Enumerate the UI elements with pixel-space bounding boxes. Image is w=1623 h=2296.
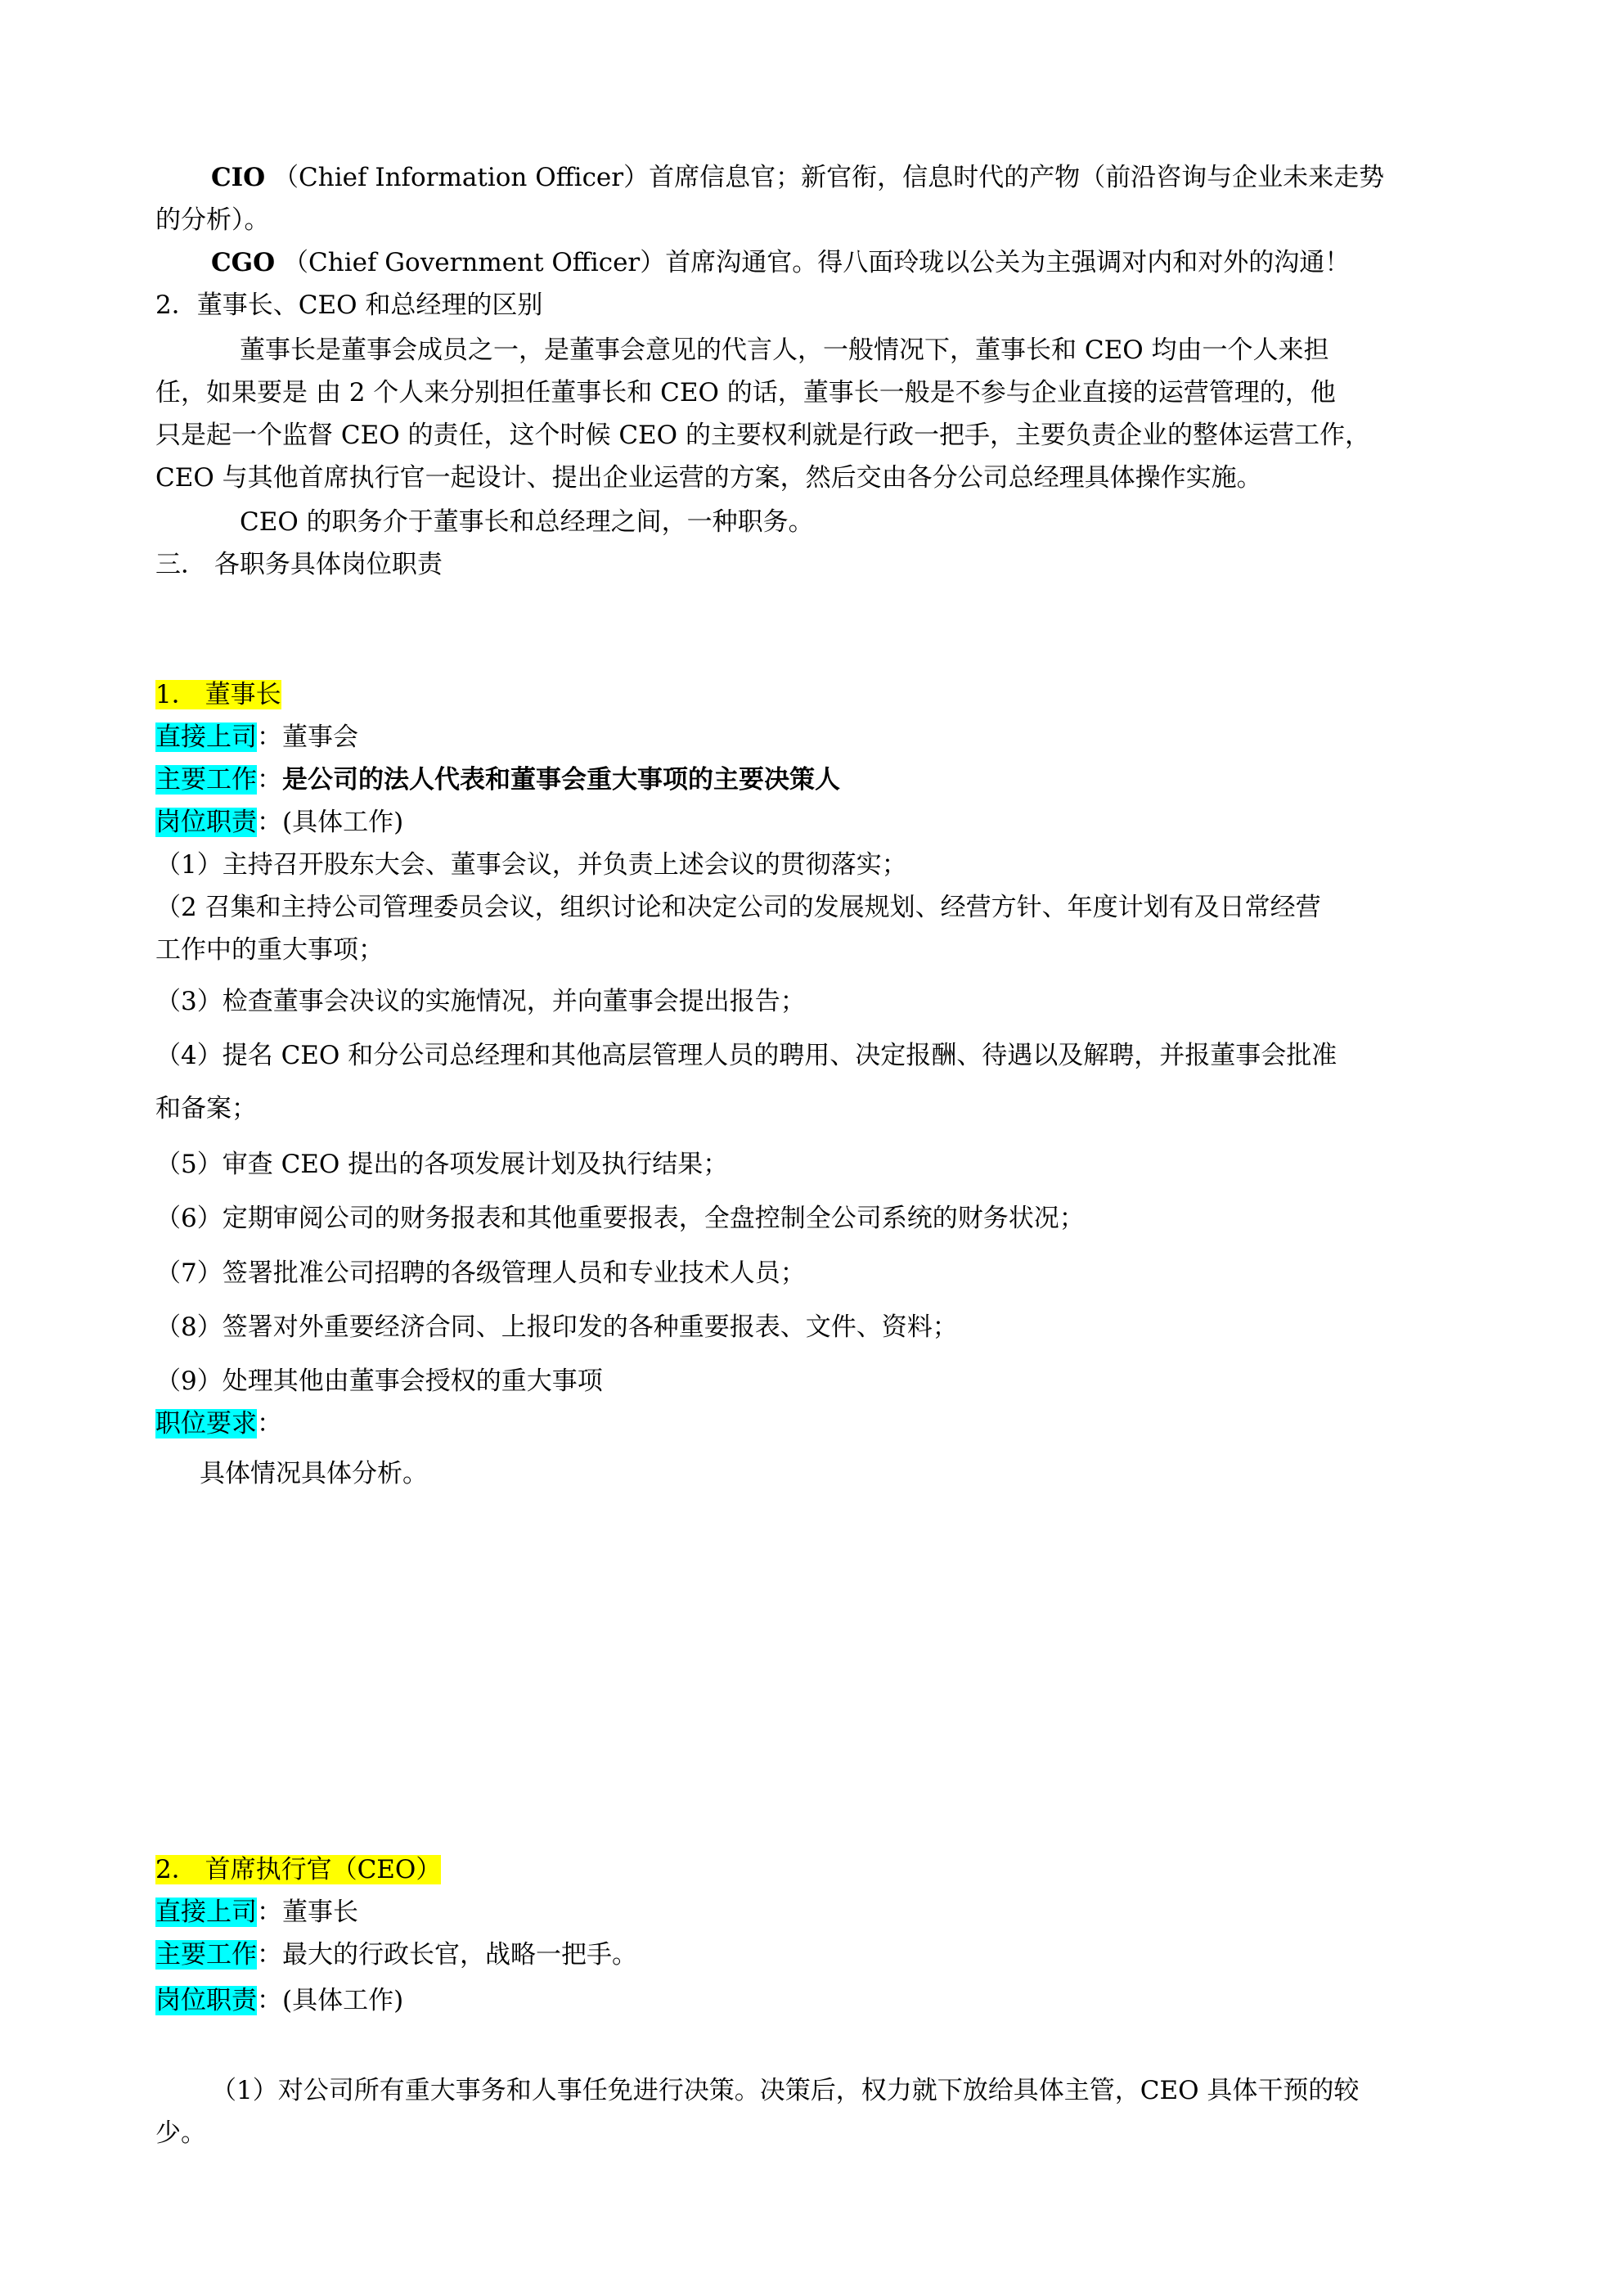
ceo-boss — [155, 1891, 1481, 1934]
chairman-duty-1: （1）主持召开股东大会、董事会议，并负责上述会议的贯彻落实； — [155, 850, 907, 880]
ceo-work — [155, 1934, 1481, 1976]
chairman-title-text: 1． 董事长 — [155, 680, 281, 709]
ceo-duty-value: ：(具体工作) — [257, 1986, 404, 2015]
section2-para-line-2: 任，如果要是 由 2 个人来分别担任董事长和 CEO 的话，董事长一般是不参与企业直接的运营管理的，他 — [155, 378, 1336, 407]
ceo-boss-value: ：董事长 — [257, 1898, 358, 1927]
ceo-title — [155, 1848, 1481, 1891]
chairman-duty-label: 岗位职责 — [155, 808, 257, 837]
ceo-duty — [155, 1979, 1481, 2022]
ceo-title-text: 2． 首席执行官（CEO） — [155, 1855, 442, 1884]
chairman-req-value: 具体情况具体分析。 — [200, 1459, 428, 1488]
ceo-work-label: 主要工作 — [155, 1940, 257, 1970]
ceo-duty-label: 岗位职责 — [155, 1986, 257, 2015]
ceo-work-value: ：最大的行政长官，战略一把手。 — [257, 1940, 637, 1970]
section2-para-line-1: 董事长是董事会成员之一，是董事会意见的代言人，一般情况下，董事长和 CEO 均由一个人来担 — [240, 335, 1329, 365]
chairman-req-label: 职位要求 — [155, 1409, 257, 1438]
chairman-duty-7: （7）签署批准公司招聘的各级管理人员和专业技术人员； — [155, 1258, 806, 1288]
chairman-duty-4b: 和备案； — [155, 1094, 257, 1123]
chairman-duty-4a: （4）提名 CEO 和分公司总经理和其他高层管理人员的聘用、决定报酬、待遇以及解聘，并报董事会批准 — [155, 1041, 1338, 1070]
ceo-duty-1a: （1）对公司所有重大事务和人事任免进行决策。决策后，权力就下放给具体主管，CEO 具体干预的较 — [211, 2076, 1360, 2105]
chairman-duty-value: ：(具体工作) — [257, 808, 404, 837]
chairman-duty-9: （9）处理其他由董事会授权的重大事项 — [155, 1366, 603, 1396]
cgo-desc: （Chief Government Officer）首席沟通官。得八面玲珑以公关为主强调对内和对外的沟通！ — [283, 248, 1351, 277]
chairman-boss-value: ：董事会 — [257, 723, 358, 752]
section3-heading: 三． 各职务具体岗位职责 — [155, 550, 443, 579]
section2-para-line-4: CEO 与其他首席执行官一起设计、提出企业运营的方案，然后交由各分公司总经理具体操作实施。 — [155, 463, 1262, 493]
chairman-duty-8: （8）签署对外重要经济合同、上报印发的各种重要报表、文件、资料； — [155, 1312, 958, 1342]
chairman-duty-6: （6）定期审阅公司的财务报表和其他重要报表，全盘控制全公司系统的财务状况； — [155, 1204, 1085, 1233]
cgo-abbr: CGO — [211, 248, 276, 277]
chairman-req — [155, 1402, 1481, 1445]
ceo-duty-1b: 少。 — [155, 2118, 206, 2148]
chairman-work — [155, 759, 1481, 801]
chairman-duty-2b: 工作中的重大事项； — [155, 935, 384, 965]
chairman-boss-label: 直接上司 — [155, 723, 257, 752]
chairman-work-label: 主要工作 — [155, 765, 257, 795]
ceo-boss-label: 直接上司 — [155, 1898, 257, 1927]
chairman-work-colon: ： — [257, 765, 282, 795]
section2-para-line-3: 只是起一个监督 CEO 的责任，这个时候 CEO 的主要权利就是行政一把手，主要负责企业的整体运营工作， — [155, 421, 1370, 450]
chairman-title — [155, 673, 1481, 716]
cio-desc: （Chief Information Officer）首席信息官；新官衔，信息时代的产物（前沿咨询与企业未来走势 — [273, 163, 1385, 192]
cio-line-2: 的分析）。 — [155, 205, 270, 235]
chairman-duty-5: （5）审查 CEO 提出的各项发展计划及执行结果； — [155, 1150, 729, 1179]
chairman-duty-2a: （2 召集和主持公司管理委员会议，组织讨论和决定公司的发展规划、经营方针、年度计划有及日常经营 — [155, 893, 1321, 922]
cio-abbr: CIO — [211, 163, 266, 192]
cgo-line — [211, 241, 1536, 284]
chairman-duty-3: （3）检查董事会决议的实施情况，并向董事会提出报告； — [155, 987, 806, 1016]
chairman-duty — [155, 801, 1481, 844]
section2-heading: 2．董事长、CEO 和总经理的区别 — [155, 290, 543, 320]
chairman-boss — [155, 716, 1481, 759]
section2-para-2: CEO 的职务介于董事长和总经理之间，一种职务。 — [240, 507, 814, 537]
chairman-req-colon: ： — [257, 1409, 282, 1438]
chairman-work-value: 是公司的法人代表和董事会重大事项的主要决策人 — [282, 765, 840, 795]
cio-line-1 — [211, 156, 1536, 199]
